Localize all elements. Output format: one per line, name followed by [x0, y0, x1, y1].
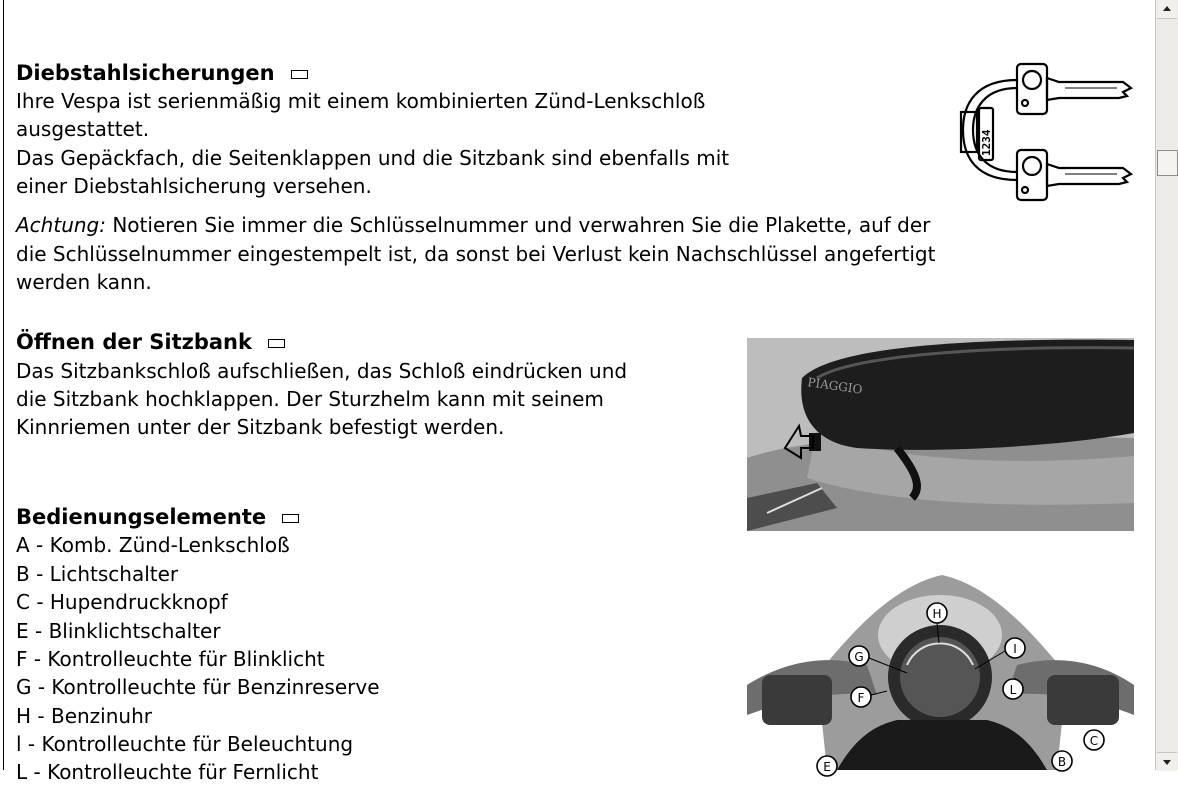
- paragraph-line: Das Gepäckfach, die Seitenklappen und die Sitzbank sind ebenfalls mit: [16, 146, 730, 170]
- scrollbar-thumb[interactable]: [1157, 150, 1178, 176]
- label-B: B: [1057, 755, 1067, 769]
- list-item: L - Kontrolleuchte für Fernlicht: [16, 760, 319, 784]
- handlebar-photo: [747, 565, 1134, 774]
- list-item: E - Blinklichtschalter: [16, 619, 221, 643]
- scroll-down-arrow-icon: [1163, 760, 1171, 765]
- note-line: die Schlüsselnummer eingestempelt ist, da sonst bei Verlust kein Nachschlüssel angefertigt: [16, 242, 936, 266]
- seat-photo: [747, 338, 1134, 531]
- paragraph-line: Ihre Vespa ist serienmäßig mit einem kombinierten Zünd-Lenkschloß: [16, 89, 706, 113]
- list-item: H - Benzinuhr: [16, 704, 152, 728]
- paragraph-line: ausgestattet.: [16, 117, 150, 141]
- label-L: L: [1009, 683, 1017, 697]
- vertical-scrollbar[interactable]: [1155, 0, 1178, 770]
- paragraph-line: die Sitzbank hochklappen. Der Sturzhelm kann mit seinem: [16, 387, 604, 411]
- scroll-down-button[interactable]: [1157, 752, 1177, 771]
- label-E: E: [823, 760, 831, 774]
- heading-bedienungselemente: Bedienungselemente: [16, 503, 299, 531]
- frame-border: [3, 0, 4, 770]
- paragraph-line: einer Diebstahlsicherung versehen.: [16, 174, 372, 198]
- label-I: I: [1013, 642, 1017, 656]
- heading-oeffnen-sitzbank: Öffnen der Sitzbank: [16, 328, 285, 356]
- scroll-up-arrow-icon: [1163, 6, 1171, 11]
- note-label: Achtung:: [16, 213, 106, 237]
- paragraph-line: Das Sitzbankschloß aufschließen, das Schloß eindrücken und: [16, 359, 628, 383]
- label-G: G: [854, 650, 864, 664]
- key-tag-number: 1234: [980, 129, 993, 156]
- list-item: A - Komb. Zünd-Lenkschloß: [16, 533, 290, 557]
- label-H: H: [932, 607, 942, 621]
- collapse-box-icon[interactable]: [282, 514, 299, 523]
- seat-brand-text: PIAGGIO: [806, 375, 864, 397]
- list-item: B - Lichtschalter: [16, 562, 179, 586]
- list-item: G - Kontrolleuchte für Benzinreserve: [16, 675, 380, 699]
- paragraph-line: Kinnriemen unter der Sitzbank befestigt werden.: [16, 415, 505, 439]
- label-C: C: [1089, 734, 1099, 748]
- scroll-up-button[interactable]: [1157, 0, 1177, 19]
- list-item: l - Kontrolleuchte für Beleuchtung: [16, 732, 354, 756]
- note-line: Achtung: Notieren Sie immer die Schlüsselnummer und verwahren Sie die Plakette, auf der: [16, 213, 931, 237]
- keys-illustration: [955, 58, 1137, 206]
- collapse-box-icon[interactable]: [291, 70, 308, 79]
- note-line: werden kann.: [16, 270, 152, 294]
- heading-diebstahlsicherungen: Diebstahlsicherungen: [16, 59, 308, 87]
- label-F: F: [857, 691, 865, 705]
- list-item: C - Hupendruckknopf: [16, 590, 228, 614]
- collapse-box-icon[interactable]: [268, 339, 285, 348]
- list-item: F - Kontrolleuchte für Blinklicht: [16, 647, 325, 671]
